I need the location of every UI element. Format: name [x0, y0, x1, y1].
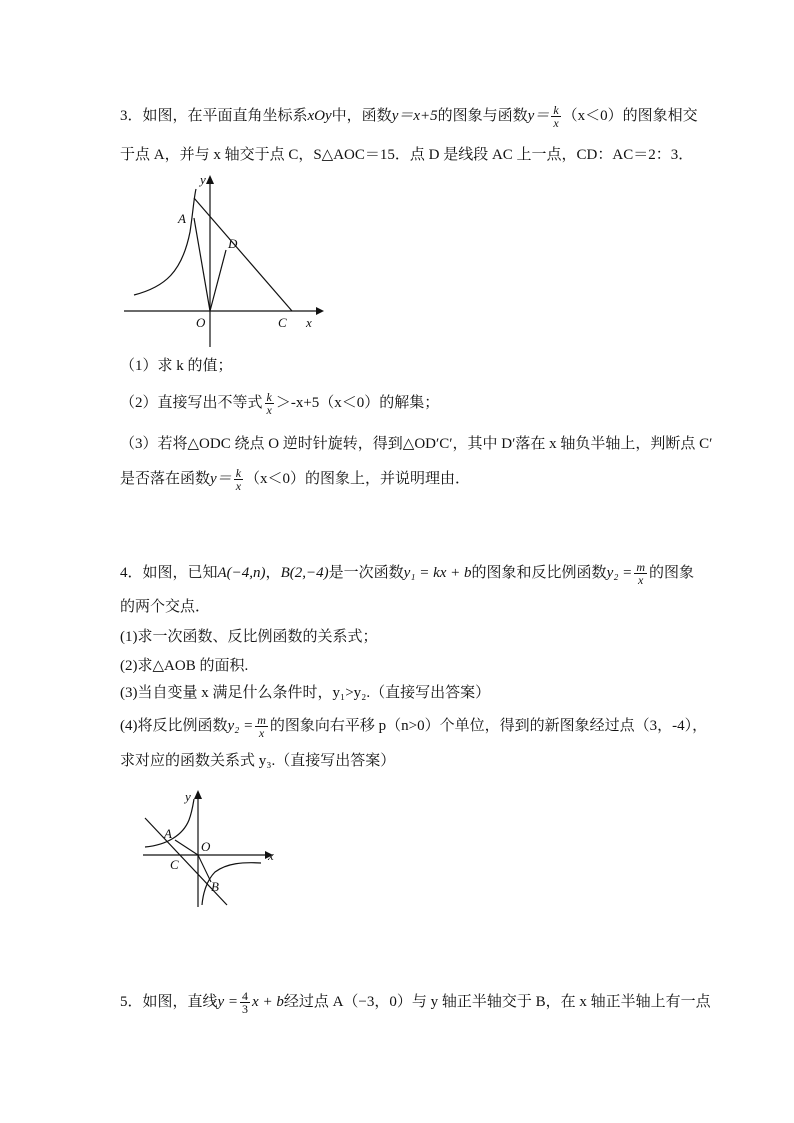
q4-formula: y₂ = [606, 564, 633, 581]
label-a: A [164, 826, 172, 841]
fraction-denominator: x [637, 573, 644, 587]
q4-text: 的图象向右平移 p（n>0）个单位，得到的新图象经过点（3，-4）， [269, 717, 708, 734]
fraction-numerator: m [257, 713, 266, 727]
fraction-denominator: x [553, 116, 559, 130]
label-y: y [200, 172, 206, 187]
q5-formula: y = [217, 993, 239, 1010]
segment-oa [194, 218, 210, 311]
q3-figure [120, 172, 330, 347]
q3-text: 是否落在函数 [120, 470, 211, 487]
q3-part-1: （1）求 k 的值； [120, 358, 233, 374]
q5-text: 经过点 A（−3，0）与 y 轴正半轴交于 B，在 x 轴正半轴上有一点 [283, 993, 711, 1010]
fraction-numerator: m [636, 560, 645, 574]
label-c: C [278, 315, 287, 330]
q3-part-3: （3）若将△ODC 绕点 O 逆时针旋转，得到△OD′C′，其中 D′落在 x 轴负半轴上，判断点 C′ [120, 436, 713, 452]
q3-text: ＞-x+5（x＜0）的解集； [275, 394, 440, 411]
q3-part-2 [120, 391, 439, 416]
fraction [634, 561, 647, 586]
label-x: x [306, 315, 312, 330]
q4-line-1 [120, 561, 694, 586]
fraction-denominator: x [258, 726, 265, 740]
segment-ob [198, 855, 211, 882]
label-a: A [178, 211, 186, 226]
q3-line-2: 于点 A，并与 x 轴交于点 C，S△AOC＝15．点 D 是线段 AC 上一点，CD：AC＝2：3． [120, 147, 694, 163]
fraction [265, 391, 274, 416]
q4-part-2: (2)求△AOB 的面积. [120, 658, 249, 674]
fraction [240, 990, 250, 1015]
q3-text: （x＜0）的图象相交 [562, 107, 698, 124]
q3-text: （2）直接写出不等式 [120, 394, 263, 411]
segment-od [210, 250, 226, 311]
q3-part-3-line-2 [120, 467, 470, 492]
q4-formula: y₂ = [227, 717, 254, 734]
label-b: B [211, 879, 219, 894]
fraction [551, 104, 560, 129]
q4-part-4 [120, 714, 707, 739]
x-axis-arrow [316, 307, 324, 315]
q4-line-2: 的两个交点． [120, 599, 211, 615]
fraction-numerator: k [235, 466, 242, 480]
fraction-denominator: x [235, 479, 242, 493]
label-x: x [268, 848, 274, 863]
q4-part-4-line-2: 求对应的函数关系式 y₃.（直接写出答案） [120, 753, 396, 769]
q4-part-3: (3)当自变量 x 满足什么条件时，y₁>y₂.（直接写出答案） [120, 685, 491, 701]
q4-text: ， [265, 564, 281, 581]
fraction-numerator: k [266, 390, 272, 404]
fraction [234, 467, 243, 492]
q3-text: xOy [307, 107, 332, 124]
q3-text: （x＜0）的图象上，并说明理由． [245, 470, 471, 487]
fraction-numerator: 4 [242, 989, 249, 1003]
q3-line-1 [120, 104, 698, 129]
label-c: C [170, 857, 179, 872]
q5-line-1 [120, 990, 711, 1015]
q4-text: 4．如图，已知 [120, 564, 218, 581]
q3-formula: y＝x+5 [391, 107, 438, 124]
q5-text: 5．如图，直线 [120, 993, 218, 1010]
q4-formula: B(2,−4) [280, 564, 329, 581]
fraction [255, 714, 268, 739]
q4-text: 的图象 [648, 564, 694, 581]
q5-formula: x + b [252, 993, 284, 1010]
q4-formula: y₁ = kx + b [403, 564, 472, 581]
q4-text: 的图象和反比例函数 [471, 564, 607, 581]
fraction-denominator: x [266, 403, 272, 417]
y-axis-arrow [194, 790, 202, 799]
q4-part-1: (1)求一次函数、反比例函数的关系式； [120, 629, 378, 645]
label-d: D [228, 236, 238, 251]
q3-text: 中，函数 [331, 107, 392, 124]
q4-formula: A(−4,n) [217, 564, 266, 581]
q4-text: (4)将反比例函数 [120, 717, 228, 734]
q3-text: 的图象与函数 [437, 107, 528, 124]
line-ac [194, 198, 292, 311]
label-o: O [196, 315, 206, 330]
fraction-denominator: 3 [242, 1002, 249, 1016]
q3-formula: y＝ [527, 107, 550, 124]
q4-figure [135, 785, 285, 910]
fraction-numerator: k [553, 103, 559, 117]
y-axis-arrow [206, 175, 214, 184]
label-y: y [185, 789, 191, 804]
q3-formula: y＝ [210, 470, 232, 487]
label-o: O [201, 839, 211, 854]
hyperbola-curve [134, 189, 196, 295]
q3-text: 3．如图，在平面直角坐标系 [120, 107, 308, 124]
q4-text: 是一次函数 [328, 564, 404, 581]
